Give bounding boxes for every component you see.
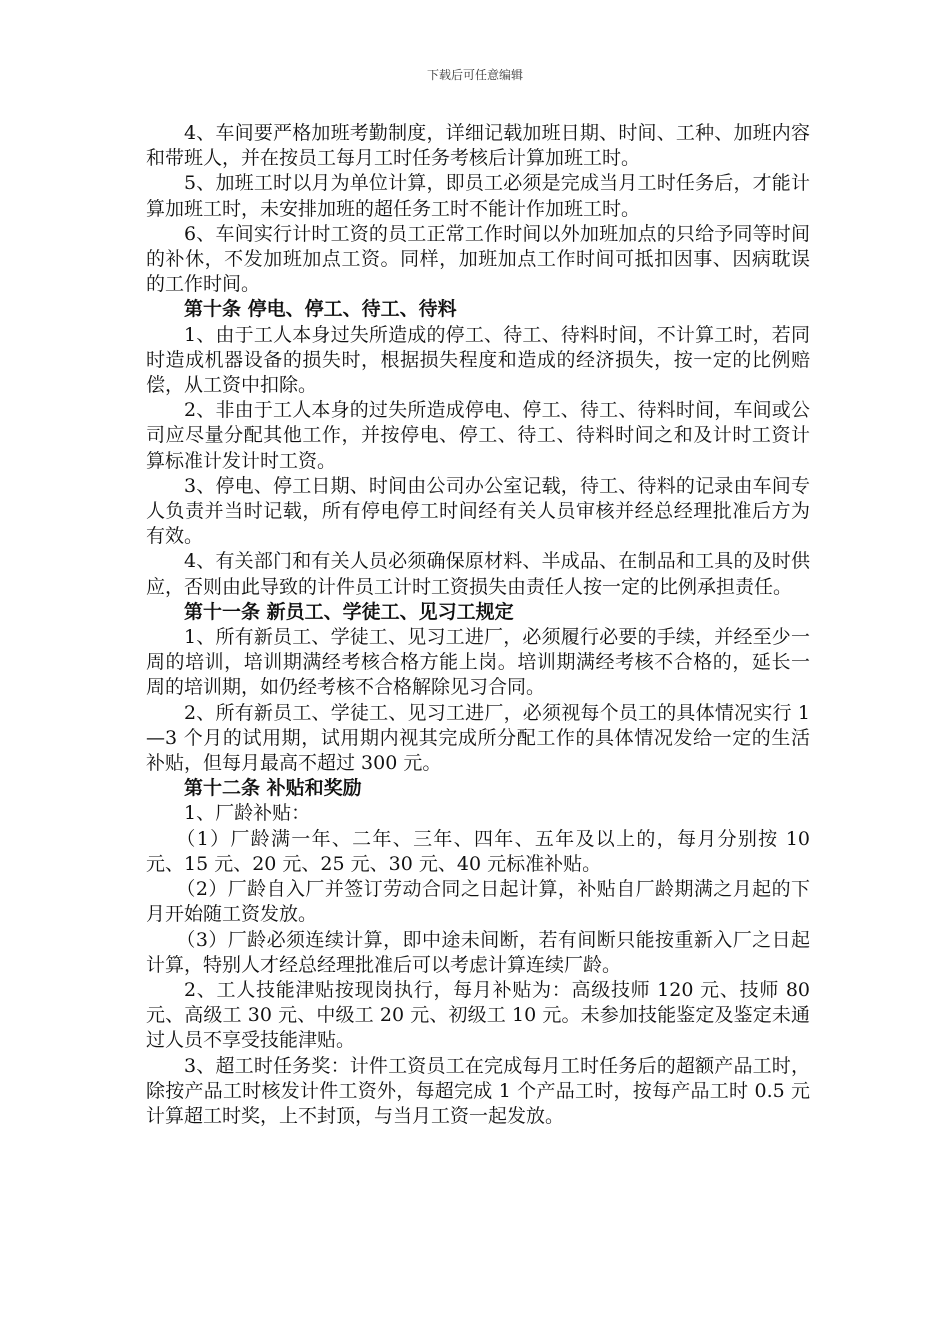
paragraph: 5、加班工时以月为单位计算，即员工必须是完成当月工时任务后，才能计算加班工时，未安排加班的超任务工时不能计作加班工时。 xyxy=(146,172,810,220)
section-heading: 第十二条 补贴和奖励 xyxy=(184,777,362,800)
paragraph: 2、非由于工人本身的过失所造成停电、停工、待工、待料时间，车间或公司应尽量分配其他工作，并按停电、停工、待工、待料时间之和及计时工资计算标准计发计时工资。 xyxy=(146,399,810,472)
sub-paragraph: （1）厂龄满一年、二年、三年、四年、五年及以上的，每月分别按 10 元、15 元、20 元、25 元、30 元、40 元标准补贴。 xyxy=(146,827,810,875)
paragraph: 1、厂龄补贴： xyxy=(184,802,311,825)
sub-paragraph: （2）厂龄自入厂并签订劳动合同之日起计算，补贴自厂龄期满之月起的下月开始随工资发放。 xyxy=(146,878,810,926)
paragraph: 2、工人技能津贴按现岗执行，每月补贴为：高级技师 120 元、技师 80 元、高级工 30 元、中级工 20 元、初级工 10 元。未参加技能鉴定及鉴定未通过人员不享受技能津贴。 xyxy=(146,978,810,1052)
paragraph: 3、停电、停工日期、时间由公司办公室记载，待工、待料的记录由车间专人负责并当时记载，所有停电停工时间经有关人员审核并经总经理批准后方为有效。 xyxy=(146,474,810,548)
paragraph: 4、车间要严格加班考勤制度，详细记载加班日期、时间、工种、加班内容和带班人，并在按员工每月工时任务考核后计算加班工时。 xyxy=(146,122,810,170)
paragraph: 3、超工时任务奖：计件工资员工在完成每月工时任务后的超额产品工时，除按产品工时核发计件工资外，每超完成 1 个产品工时，按每产品工时 0.5 元计算超工时奖，上不封顶，与当月工资一起发放。 xyxy=(146,1054,810,1127)
paragraph: 1、由于工人本身过失所造成的停工、待工、待料时间，不计算工时，若同时造成机器设备的损失时，根据损失程度和造成的经济损失，按一定的比例赔偿，从工资中扣除。 xyxy=(146,323,810,397)
sub-paragraph: （3）厂龄必须连续计算，即中途未间断，若有间断只能按重新入厂之日起计算，特别人才经总经理批准后可以考虑计算连续厂龄。 xyxy=(146,928,810,976)
paragraph: 2、所有新员工、学徒工、见习工进厂，必须视每个员工的具体情况实行 1—3 个月的试用期，试用期内视其完成所分配工作的具体情况发给一定的生活补贴，但每月最高不超过 300 元。 xyxy=(146,701,810,775)
page-header: 下载后可任意编辑 xyxy=(426,68,523,82)
paragraph: 4、有关部门和有关人员必须确保原材料、半成品、在制品和工具的及时供应，否则由此导致的计件员工计时工资损失由责任人按一定的比例承担责任。 xyxy=(146,550,810,598)
paragraph: 1、所有新员工、学徒工、见习工进厂，必须履行必要的手续，并经至少一周的培训，培训期满经考核合格方能上岗。培训期满经考核不合格的，延长一周的培训期，如仍经考核不合格解除见习合同。 xyxy=(146,626,810,699)
section-heading: 第十一条 新员工、学徒工、见习工规定 xyxy=(184,600,514,623)
section-heading: 第十条 停电、停工、待工、待料 xyxy=(184,298,457,321)
document-body xyxy=(146,121,810,1129)
paragraph: 6、车间实行计时工资的员工正常工作时间以外加班加点的只给予同等时间的补休，不发加班加点工资。同样，加班加点工作时间可抵扣因事、因病耽误的工作时间。 xyxy=(146,222,810,296)
